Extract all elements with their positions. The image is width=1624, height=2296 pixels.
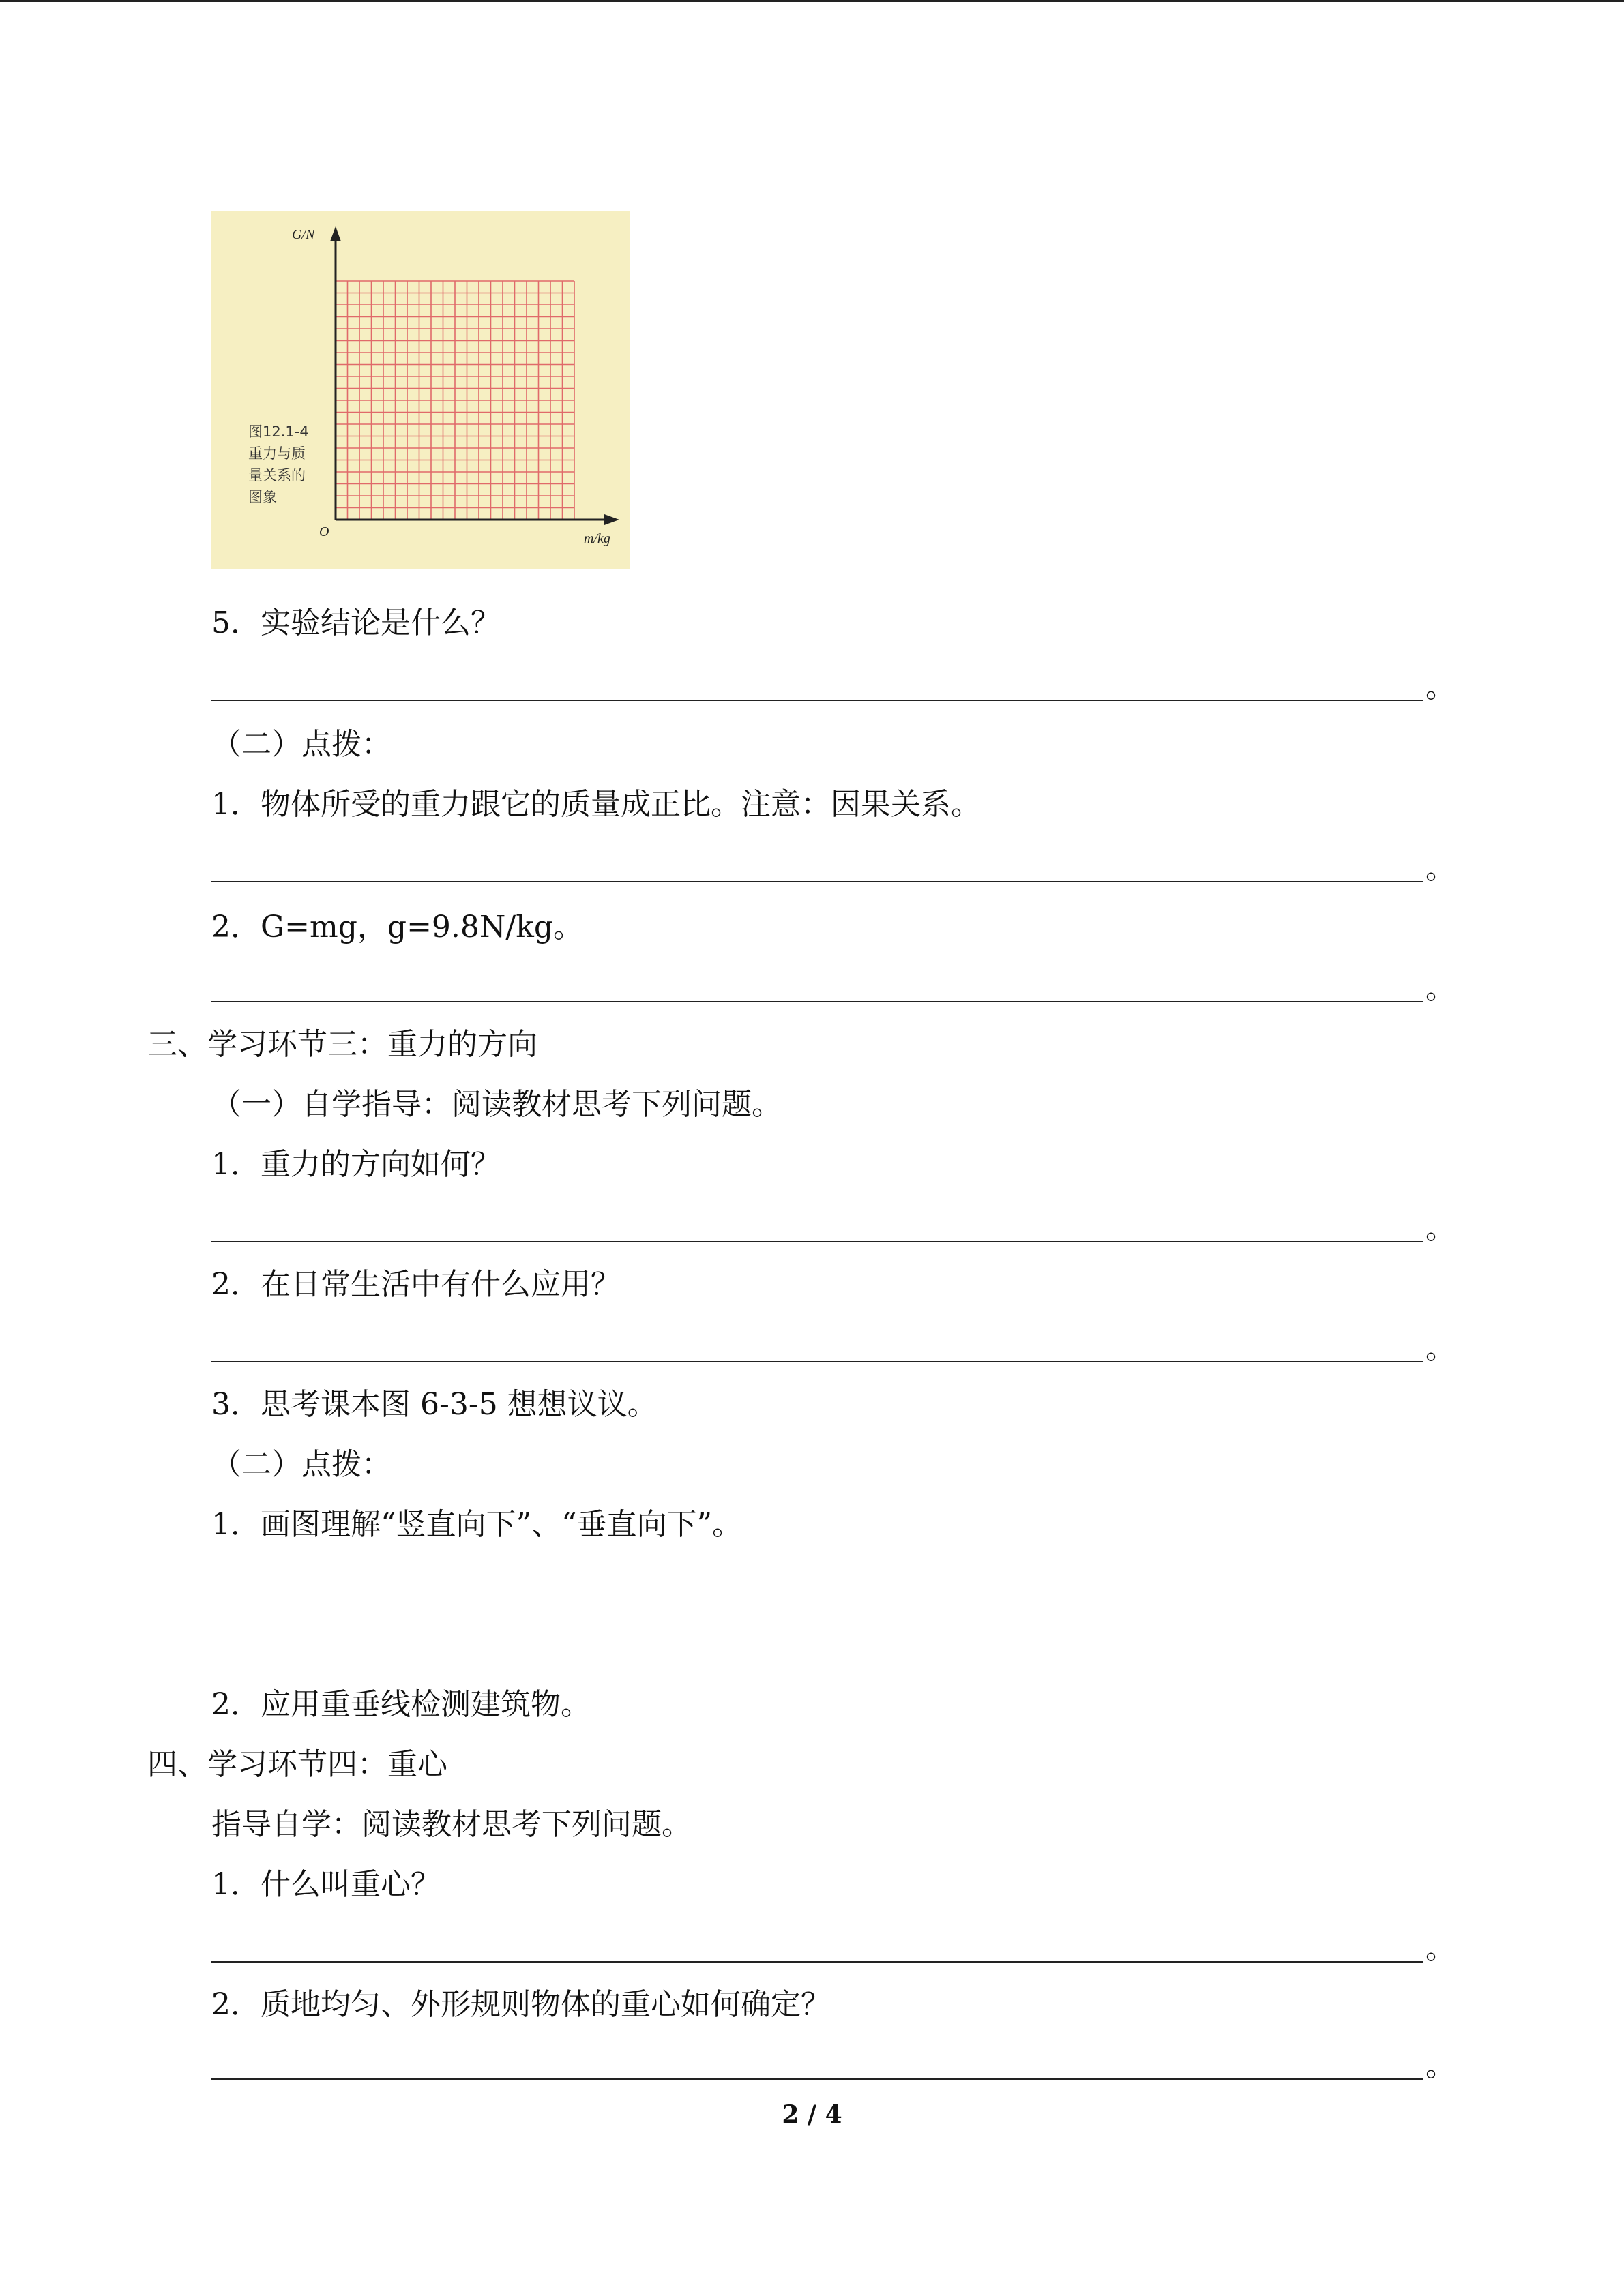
section-4-question-1: 1．什么叫重心？: [211, 1867, 441, 1902]
y-axis-label: G/N: [292, 227, 315, 242]
page-top-border: [0, 0, 1624, 2]
answer-blank[interactable]: [211, 1327, 1466, 1368]
origin-label: O: [319, 524, 329, 539]
graph-grid: [336, 281, 574, 520]
answer-blank[interactable]: [211, 666, 1466, 706]
section-3-question-3: 3．思考课本图 6-3-5 想想议议。: [211, 1387, 658, 1422]
section-4-question-2: 2．质地均匀、外形规则物体的重心如何确定？: [211, 1987, 831, 2022]
section-4-guide: 指导自学：阅读教材思考下列问题。: [211, 1807, 692, 1842]
answer-line: [211, 1361, 1423, 1362]
y-axis-arrow: [330, 226, 341, 241]
blank-period: 。: [1426, 851, 1456, 886]
x-axis-label: m/kg: [584, 531, 610, 546]
hint-title: （二）点拨：: [211, 727, 392, 762]
section-3-hint-title: （二）点拨：: [211, 1447, 392, 1482]
gravity-mass-graph: [211, 211, 630, 569]
figure-caption-line-4: 图象: [248, 489, 277, 505]
section-3-title: 三、学习环节三：重力的方向: [147, 1027, 537, 1062]
answer-line: [211, 881, 1423, 882]
section-3-guide: （一）自学指导：阅读教材思考下列问题。: [211, 1087, 782, 1122]
x-axis-arrow: [604, 514, 619, 525]
answer-blank[interactable]: [211, 1927, 1466, 1968]
figure-caption-line-2: 重力与质: [248, 445, 306, 462]
graph-svg: [211, 211, 630, 569]
section-3-question-1: 1．重力的方向如何？: [211, 1147, 501, 1182]
question-5: 5．实验结论是什么？: [211, 606, 501, 640]
answer-blank[interactable]: [211, 1207, 1466, 1248]
section-3-question-2: 2．在日常生活中有什么应用？: [211, 1267, 621, 1302]
blank-period: 。: [1426, 670, 1456, 704]
answer-line: [211, 1241, 1423, 1242]
section-4-title: 四、学习环节四：重心: [147, 1747, 447, 1782]
section-3-hint-2: 2．应用重垂线检测建筑物。: [211, 1687, 591, 1722]
page-number: 2 / 4: [782, 2100, 842, 2129]
answer-blank[interactable]: [211, 967, 1466, 1008]
blank-period: 。: [1426, 971, 1456, 1006]
answer-line: [211, 1001, 1423, 1002]
blank-period: 。: [1426, 1331, 1456, 1366]
figure-caption-line-3: 量关系的: [248, 467, 306, 483]
section-3-hint-1: 1．画图理解“竖直向下”、“垂直向下”。: [211, 1507, 742, 1542]
answer-blank[interactable]: [211, 847, 1466, 888]
figure-caption-line-1: 图12.1-4: [248, 423, 309, 440]
hint-item-1: 1．物体所受的重力跟它的质量成正比。注意：因果关系。: [211, 787, 981, 822]
blank-period: 。: [1426, 1211, 1456, 1246]
answer-line: [211, 1961, 1423, 1963]
answer-line: [211, 2078, 1423, 2080]
blank-period: 。: [1426, 1931, 1456, 1966]
answer-blank[interactable]: [211, 2044, 1466, 2085]
answer-line: [211, 700, 1423, 701]
blank-period: 。: [1426, 2048, 1456, 2083]
hint-item-2: 2．G=mg，g=9.8N/kg。: [211, 910, 584, 944]
